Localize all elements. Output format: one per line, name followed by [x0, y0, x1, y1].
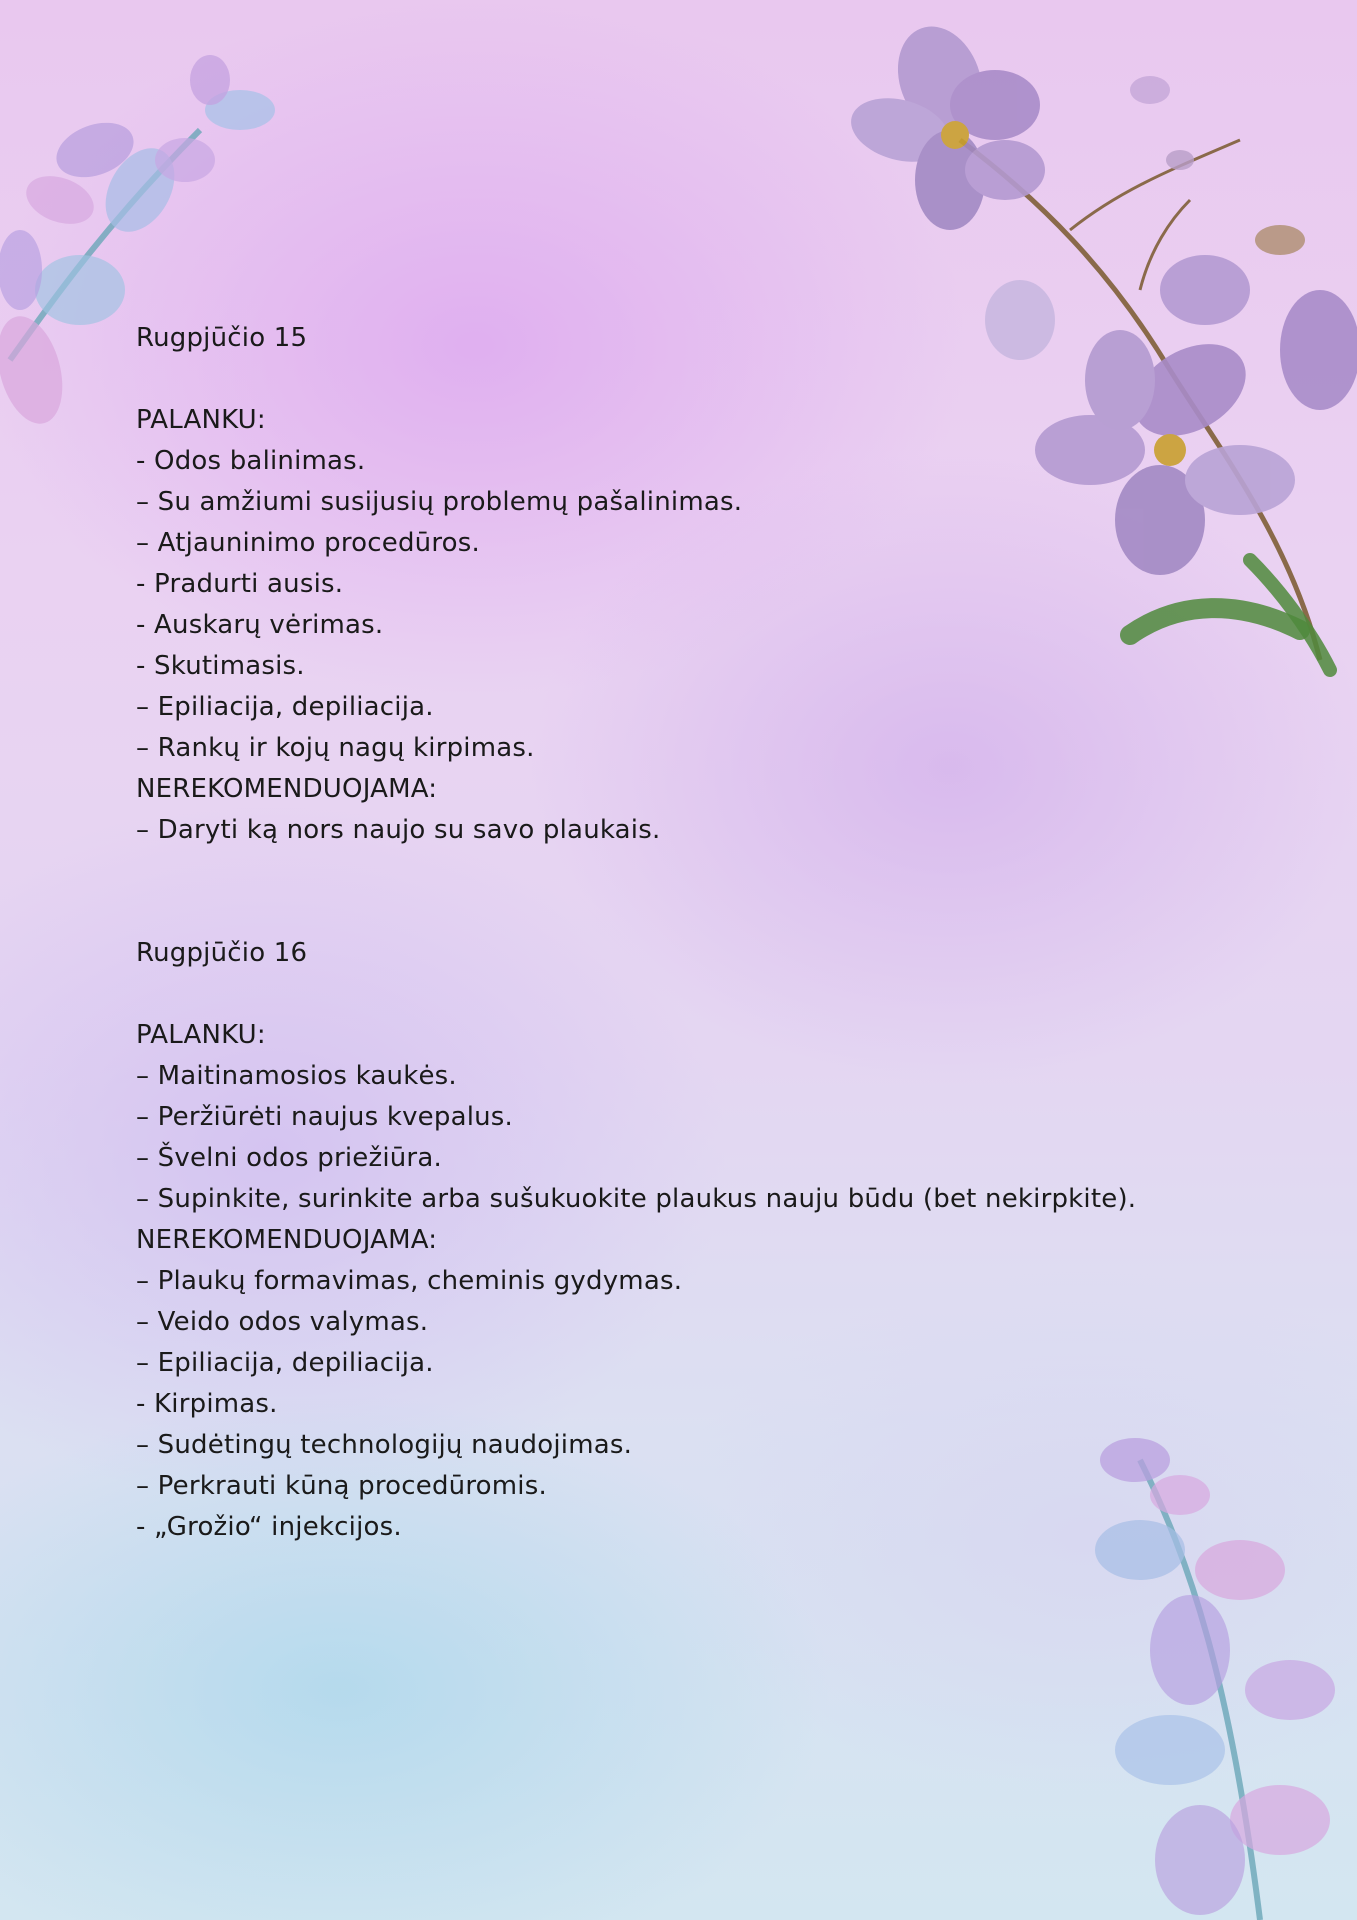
unfavorable-item: – Plaukų formavimas, cheminis gydymas. [136, 1266, 683, 1296]
favorable-item: - Auskarų vėrimas. [136, 610, 384, 640]
unfavorable-item: - „Grožio“ injekcijos. [136, 1512, 402, 1542]
unfavorable-item: – Sudėtingų technologijų naudojimas. [136, 1430, 633, 1460]
favorable-item: – Rankų ir kojų nagų kirpimas. [136, 733, 535, 763]
section-date: Rugpjūčio 16 [136, 938, 308, 968]
favorable-item: - Odos balinimas. [136, 446, 366, 476]
day-section-aug-16 [136, 933, 1156, 1548]
unfavorable-item: – Perkrauti kūną procedūromis. [136, 1471, 547, 1501]
favorable-item: – Su amžiumi susijusių problemų pašalinimas. [136, 487, 743, 517]
favorable-item: - Skutimasis. [136, 651, 305, 681]
unfavorable-item: - Kirpimas. [136, 1389, 278, 1419]
unfavorable-item: – Epiliacija, depiliacija. [136, 1348, 434, 1378]
section-date: Rugpjūčio 15 [136, 323, 308, 353]
favorable-item: – Maitinamosios kaukės. [136, 1061, 457, 1091]
favorable-heading: PALANKU: [136, 1020, 266, 1050]
favorable-item: – Supinkite, surinkite arba sušukuokite plaukus nauju būdu (bet nekirpkite). [136, 1184, 1137, 1214]
favorable-item: - Pradurti ausis. [136, 569, 344, 599]
favorable-heading: PALANKU: [136, 405, 266, 435]
favorable-item: – Švelni odos priežiūra. [136, 1143, 442, 1173]
day-section-aug-15 [136, 318, 1156, 851]
favorable-item: – Epiliacija, depiliacija. [136, 692, 434, 722]
favorable-item: – Peržiūrėti naujus kvepalus. [136, 1102, 514, 1132]
unfavorable-heading: NEREKOMENDUOJAMA: [136, 774, 438, 804]
unfavorable-item: – Veido odos valymas. [136, 1307, 429, 1337]
horoscope-beauty-calendar [136, 318, 1156, 1548]
favorable-item: – Atjauninimo procedūros. [136, 528, 480, 558]
unfavorable-heading: NEREKOMENDUOJAMA: [136, 1225, 438, 1255]
unfavorable-item: – Daryti ką nors naujo su savo plaukais. [136, 815, 661, 845]
